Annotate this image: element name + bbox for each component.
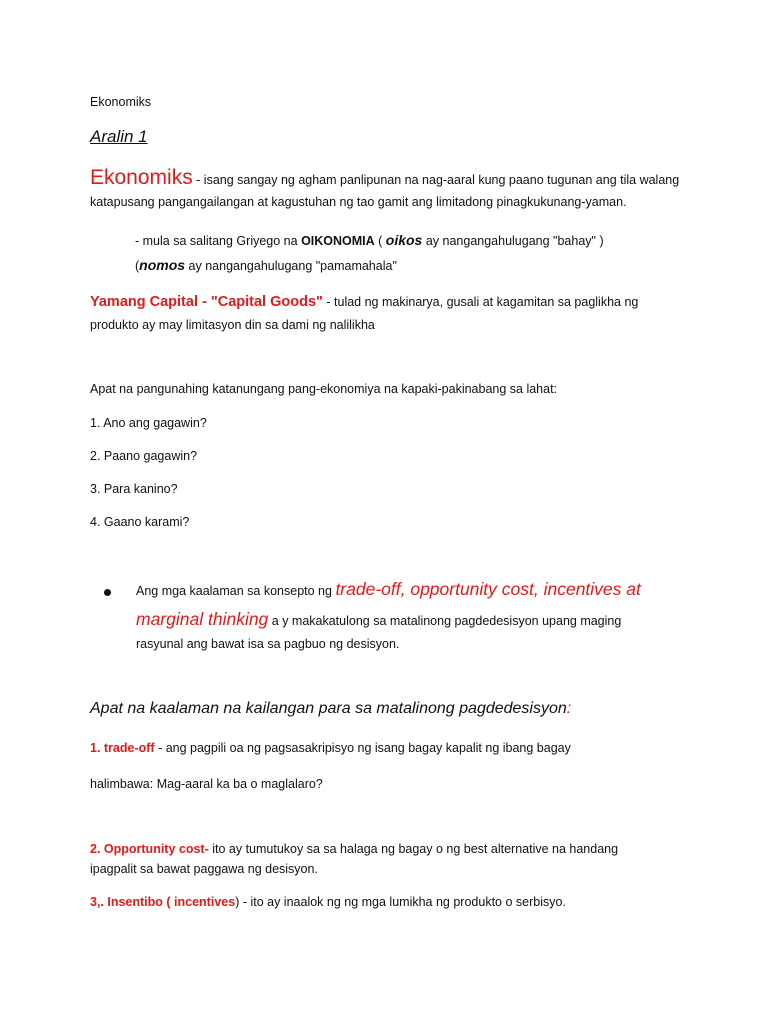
capital-title: Yamang Capital - "Capital Goods" [90,294,323,310]
oikos-word: oikos [385,232,423,248]
oikos-meaning: ay nangangahulugang "bahay" ) [422,234,604,248]
nomos-paren: ( [135,259,140,273]
bullet-terms-2: marginal thinking [136,609,269,629]
questions-intro: Apat na pangunahing katanungang pang-ekonomiya na kapaki-pakinabang sa lahat: [90,382,558,396]
aralin-label: Aralin 1 [90,127,148,146]
item2-label: 2. Opportunity cost- [90,842,209,856]
item1-label: 1. trade-off [90,741,155,755]
bullet-line-2 [136,609,621,631]
definition-text-1: - isang sangay ng agham panlipunan na nag-aaral kung paano tugunan ang tila walang [192,173,680,187]
top-title: Ekonomiks [90,95,152,109]
origin-word: OIKONOMIA [301,234,375,248]
item3-text: ) - ito ay inaalok ng ng mga lumikha ng produkto o serbisyo. [235,895,566,909]
origin-prefix: - mula sa salitang Griyego na [135,234,302,248]
section-title-text: Apat na kaalaman na kailangan para sa matalinong pagdedesisyon [90,700,567,717]
item2-text-1: ito ay tumutukoy sa sa halaga ng bagay o ng best alternative na handang [208,842,619,856]
question-item: 4. Gaano karami? [90,515,190,529]
item3-label: 3,. Insentibo ( incentives [90,895,236,909]
bullet-dot-icon [104,589,111,596]
nomos-line [135,255,397,276]
item3-line [90,892,566,912]
nomos-meaning: ay nangangahulugang "pamamahala" [185,259,397,273]
definition-term: Ekonomiks [90,166,193,189]
bullet-line-3: rasyunal ang bawat isa sa pagbuo ng desisyon. [136,637,400,651]
item1-line [90,738,571,758]
capital-text-1: - tulad ng makinarya, gusali at kagamitan sa paglikha ng [322,295,639,309]
definition-line-1 [90,168,679,190]
capital-line-1 [90,292,638,312]
question-item: 2. Paano gagawin? [90,449,198,463]
bullet-prefix: Ang mga kaalaman sa konsepto ng [136,584,336,598]
item1-example: halimbawa: Mag-aaral ka ba o maglalaro? [90,777,323,791]
section-title [90,700,571,718]
definition-line-2: katapusang pangangailangan at kagustuhan ng tao gamit ang limitadong pinagkukunang-yaman. [90,195,627,209]
question-item: 3. Para kanino? [90,482,178,496]
item2-line-2: ipagpalit sa bawat paggawa ng desisyon. [90,862,318,876]
bullet-terms-1: trade-off, opportunity cost, incentives at [335,579,641,599]
aralin-heading [90,127,148,147]
item1-text: - ang pagpili oa ng pagsasakripisyo ng isang bagay kapalit ng ibang bagay [154,741,571,755]
section-title-colon: : [566,700,572,717]
origin-line [135,230,604,251]
origin-paren: ( [374,234,386,248]
item2-line-1 [90,839,618,859]
bullet-text-1: a y makakatulong sa matalinong pagdedesisyon upang maging [268,614,622,628]
bullet-line-1 [136,579,641,601]
question-item: 1. Ano ang gagawin? [90,416,207,430]
nomos-word: nomos [139,257,186,273]
capital-line-2: produkto ay may limitasyon din sa dami ng nalilikha [90,318,375,332]
